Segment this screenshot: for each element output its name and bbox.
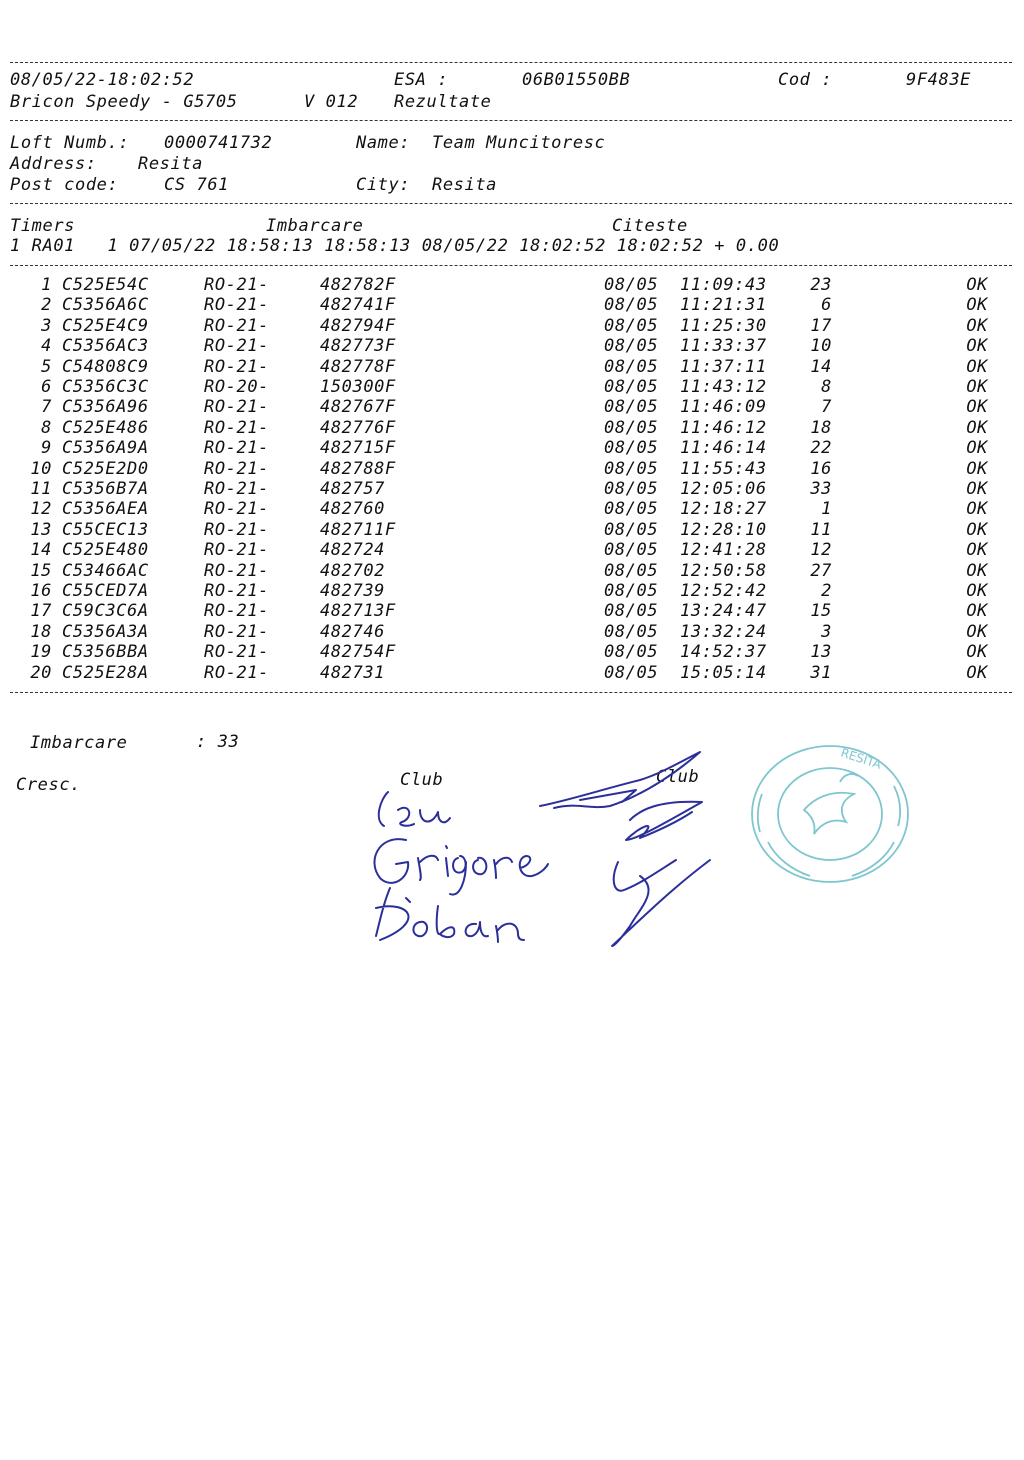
result-time: 14:52:37 — [680, 642, 767, 663]
table-row — [0, 275, 1024, 295]
loft-name-value: Team Muncitoresc — [432, 133, 606, 153]
result-position: 10 — [810, 336, 832, 357]
result-status: OK — [966, 560, 988, 581]
result-ring-prefix: RO-21- — [204, 519, 270, 540]
loft-numb-value: 0000741732 — [164, 133, 273, 153]
table-row — [0, 397, 1024, 417]
result-time: 11:46:12 — [680, 417, 767, 438]
loft-name-label: Name: — [356, 133, 411, 153]
result-time: 12:50:58 — [680, 560, 767, 581]
result-ring-prefix: RO-21- — [204, 417, 270, 438]
result-time: 11:46:14 — [680, 438, 767, 459]
result-status: OK — [966, 581, 988, 601]
result-position: 12 — [810, 540, 832, 561]
result-index: 12 — [30, 499, 52, 520]
table-row — [0, 336, 1024, 356]
result-index: 17 — [30, 601, 52, 622]
result-date: 08/05 — [604, 336, 659, 357]
table-row — [0, 622, 1024, 642]
result-time: 13:24:47 — [680, 601, 767, 622]
result-time: 13:32:24 — [680, 621, 767, 642]
result-date: 08/05 — [604, 397, 659, 418]
result-ring-prefix: RO-21- — [204, 315, 270, 336]
result-ring-number: 482757 — [320, 479, 386, 499]
result-ring-number: 482782F — [320, 275, 396, 295]
result-ring-code: C5356B7A — [62, 479, 149, 499]
result-ring-code: C525E480 — [62, 540, 149, 561]
device-version: V 012 — [304, 92, 359, 112]
result-position: 13 — [810, 642, 832, 663]
result-date: 08/05 — [604, 540, 659, 561]
result-index: 3 — [41, 315, 52, 336]
result-ring-prefix: RO-21- — [204, 458, 270, 479]
result-ring-prefix: RO-21- — [204, 662, 270, 683]
result-index: 6 — [41, 377, 52, 397]
result-index: 7 — [41, 397, 52, 418]
table-row — [0, 479, 1024, 499]
result-index: 10 — [30, 458, 52, 479]
result-ring-code: C525E486 — [62, 417, 149, 438]
result-date: 08/05 — [604, 519, 659, 540]
result-index: 1 — [41, 275, 52, 295]
result-date: 08/05 — [604, 377, 659, 397]
separator-timers — [10, 265, 1012, 266]
result-ring-prefix: RO-21- — [204, 560, 270, 581]
result-position: 23 — [810, 275, 832, 295]
result-ring-code: C5356A96 — [62, 397, 149, 418]
result-status: OK — [966, 275, 988, 295]
result-time: 11:21:31 — [680, 295, 767, 316]
result-ring-number: 482713F — [320, 601, 396, 622]
result-ring-code: C55CEC13 — [62, 519, 149, 540]
result-status: OK — [966, 519, 988, 540]
club-label-right: Club — [656, 767, 700, 787]
timers-imbarcare-label: Imbarcare — [266, 216, 364, 236]
separator-results — [10, 692, 1012, 693]
esa-label: ESA : — [394, 70, 449, 90]
result-ring-number: 482746 — [320, 621, 386, 642]
result-date: 08/05 — [604, 662, 659, 683]
timers-citeste-label: Citeste — [612, 216, 688, 236]
result-position: 1 — [821, 499, 832, 520]
table-row — [0, 581, 1024, 601]
address-value: Resita — [138, 154, 204, 174]
result-ring-prefix: RO-21- — [204, 336, 270, 357]
postcode-label: Post code: — [10, 175, 119, 195]
result-ring-number: 482788F — [320, 458, 396, 479]
result-ring-code: C55CED7A — [62, 581, 149, 601]
result-date: 08/05 — [604, 479, 659, 499]
result-status: OK — [966, 417, 988, 438]
table-row — [0, 357, 1024, 377]
result-date: 08/05 — [604, 438, 659, 459]
result-date: 08/05 — [604, 417, 659, 438]
result-index: 2 — [41, 295, 52, 316]
result-time: 12:52:42 — [680, 581, 767, 601]
club-label-left: Club — [400, 770, 444, 790]
result-ring-code: C54808C9 — [62, 356, 149, 377]
result-status: OK — [966, 356, 988, 377]
timers-label: Timers — [10, 216, 76, 236]
result-status: OK — [966, 295, 988, 316]
result-time: 11:37:11 — [680, 356, 767, 377]
result-date: 08/05 — [604, 356, 659, 377]
table-row — [0, 499, 1024, 519]
result-ring-prefix: RO-21- — [204, 479, 270, 499]
result-date: 08/05 — [604, 581, 659, 601]
result-time: 12:41:28 — [680, 540, 767, 561]
result-ring-prefix: RO-21- — [204, 356, 270, 377]
loft-numb-label: Loft Numb.: — [10, 133, 130, 153]
result-time: 11:55:43 — [680, 458, 767, 479]
result-time: 11:25:30 — [680, 315, 767, 336]
city-value: Resita — [432, 175, 498, 195]
result-ring-prefix: RO-21- — [204, 642, 270, 663]
result-ring-code: C5356AC3 — [62, 336, 149, 357]
result-status: OK — [966, 540, 988, 561]
result-ring-number: 482724 — [320, 540, 386, 561]
result-index: 4 — [41, 336, 52, 357]
imbarcare-label: Imbarcare — [30, 733, 128, 753]
result-ring-code: C53466AC — [62, 560, 149, 581]
separator-loft — [10, 203, 1012, 204]
result-ring-code: C59C3C6A — [62, 601, 149, 622]
result-position: 22 — [810, 438, 832, 459]
result-date: 08/05 — [604, 601, 659, 622]
result-status: OK — [966, 377, 988, 397]
result-time: 11:43:12 — [680, 377, 767, 397]
city-label: City: — [356, 175, 411, 195]
result-ring-prefix: RO-21- — [204, 438, 270, 459]
result-status: OK — [966, 479, 988, 499]
result-position: 2 — [821, 581, 832, 601]
cod-label: Cod : — [778, 70, 833, 90]
result-index: 15 — [30, 560, 52, 581]
result-position: 18 — [810, 417, 832, 438]
result-time: 12:28:10 — [680, 519, 767, 540]
result-status: OK — [966, 662, 988, 683]
result-position: 6 — [821, 295, 832, 316]
result-date: 08/05 — [604, 642, 659, 663]
result-ring-prefix: RO-21- — [204, 581, 270, 601]
table-row — [0, 561, 1024, 581]
result-status: OK — [966, 601, 988, 622]
result-position: 15 — [810, 601, 832, 622]
result-date: 08/05 — [604, 275, 659, 295]
result-index: 8 — [41, 417, 52, 438]
result-ring-prefix: RO-21- — [204, 275, 270, 295]
result-ring-prefix: RO-21- — [204, 499, 270, 520]
stamp-lettering: RESITA — [839, 745, 884, 772]
result-position: 14 — [810, 356, 832, 377]
result-position: 33 — [810, 479, 832, 499]
result-ring-code: C5356A3A — [62, 621, 149, 642]
table-row — [0, 438, 1024, 458]
table-row — [0, 295, 1024, 315]
result-ring-code: C525E28A — [62, 662, 149, 683]
result-time: 11:46:09 — [680, 397, 767, 418]
result-ring-number: 482773F — [320, 336, 396, 357]
result-ring-prefix: RO-21- — [204, 397, 270, 418]
result-date: 08/05 — [604, 621, 659, 642]
cresc-label: Cresc. — [16, 775, 82, 795]
result-index: 9 — [41, 438, 52, 459]
result-time: 15:05:14 — [680, 662, 767, 683]
result-date: 08/05 — [604, 295, 659, 316]
table-row — [0, 377, 1024, 397]
result-index: 14 — [30, 540, 52, 561]
result-ring-code: C5356A9A — [62, 438, 149, 459]
result-ring-number: 482715F — [320, 438, 396, 459]
result-index: 13 — [30, 519, 52, 540]
result-status: OK — [966, 642, 988, 663]
table-row — [0, 642, 1024, 662]
result-ring-prefix: RO-21- — [204, 540, 270, 561]
cod-value: 9F483E — [906, 70, 972, 90]
result-ring-code: C525E2D0 — [62, 458, 149, 479]
result-date: 08/05 — [604, 458, 659, 479]
result-ring-code: C5356A6C — [62, 295, 149, 316]
result-ring-number: 482702 — [320, 560, 386, 581]
result-date: 08/05 — [604, 499, 659, 520]
table-row — [0, 316, 1024, 336]
separator-header — [10, 120, 1012, 121]
result-index: 19 — [30, 642, 52, 663]
result-position: 16 — [810, 458, 832, 479]
result-ring-number: 482739 — [320, 581, 386, 601]
report-datetime: 08/05/22-18:02:52 — [10, 70, 195, 90]
imbarcare-total: : 33 — [196, 732, 240, 752]
result-time: 12:18:27 — [680, 499, 767, 520]
address-label: Address: — [10, 154, 97, 174]
result-ring-number: 482741F — [320, 295, 396, 316]
result-ring-code: C5356AEA — [62, 499, 149, 520]
esa-value: 06B01550BB — [522, 70, 631, 90]
result-ring-prefix: RO-20- — [204, 377, 270, 397]
result-ring-prefix: RO-21- — [204, 295, 270, 316]
table-row — [0, 459, 1024, 479]
result-index: 20 — [30, 662, 52, 683]
result-ring-prefix: RO-21- — [204, 621, 270, 642]
result-time: 11:09:43 — [680, 275, 767, 295]
result-ring-number: 482731 — [320, 662, 386, 683]
table-row — [0, 520, 1024, 540]
result-status: OK — [966, 336, 988, 357]
result-index: 16 — [30, 581, 52, 601]
result-ring-number: 482776F — [320, 417, 396, 438]
device-name: Bricon Speedy - G5705 — [10, 92, 238, 112]
result-ring-code: C5356BBA — [62, 642, 149, 663]
result-position: 8 — [821, 377, 832, 397]
result-status: OK — [966, 438, 988, 459]
result-ring-number: 482767F — [320, 397, 396, 418]
result-index: 11 — [30, 479, 52, 499]
result-position: 3 — [821, 621, 832, 642]
timers-line: 1 RA01 1 07/05/22 18:58:13 18:58:13 08/05/22 18:02:52 18:02:52 + 0.00 — [10, 236, 780, 256]
doc-type: Rezultate — [394, 92, 492, 112]
result-time: 11:33:37 — [680, 336, 767, 357]
result-ring-number: 150300F — [320, 377, 396, 397]
table-row — [0, 601, 1024, 621]
result-ring-number: 482794F — [320, 315, 396, 336]
result-ring-code: C5356C3C — [62, 377, 149, 397]
result-status: OK — [966, 499, 988, 520]
result-index: 5 — [41, 356, 52, 377]
result-ring-prefix: RO-21- — [204, 601, 270, 622]
table-row — [0, 663, 1024, 683]
result-ring-number: 482760 — [320, 499, 386, 520]
result-time: 12:05:06 — [680, 479, 767, 499]
result-date: 08/05 — [604, 315, 659, 336]
handwritten-signatures — [340, 730, 760, 970]
result-ring-number: 482754F — [320, 642, 396, 663]
postcode-value: CS 761 — [164, 175, 230, 195]
result-status: OK — [966, 397, 988, 418]
result-ring-number: 482778F — [320, 356, 396, 377]
result-date: 08/05 — [604, 560, 659, 581]
separator-top — [10, 62, 1012, 63]
result-ring-code: C525E54C — [62, 275, 149, 295]
result-position: 27 — [810, 560, 832, 581]
result-position: 7 — [821, 397, 832, 418]
result-ring-number: 482711F — [320, 519, 396, 540]
table-row — [0, 540, 1024, 560]
table-row — [0, 418, 1024, 438]
result-ring-code: C525E4C9 — [62, 315, 149, 336]
club-stamp — [742, 738, 912, 888]
result-status: OK — [966, 458, 988, 479]
result-position: 31 — [810, 662, 832, 683]
result-index: 18 — [30, 621, 52, 642]
result-status: OK — [966, 621, 988, 642]
result-position: 11 — [810, 519, 832, 540]
result-status: OK — [966, 315, 988, 336]
result-position: 17 — [810, 315, 832, 336]
